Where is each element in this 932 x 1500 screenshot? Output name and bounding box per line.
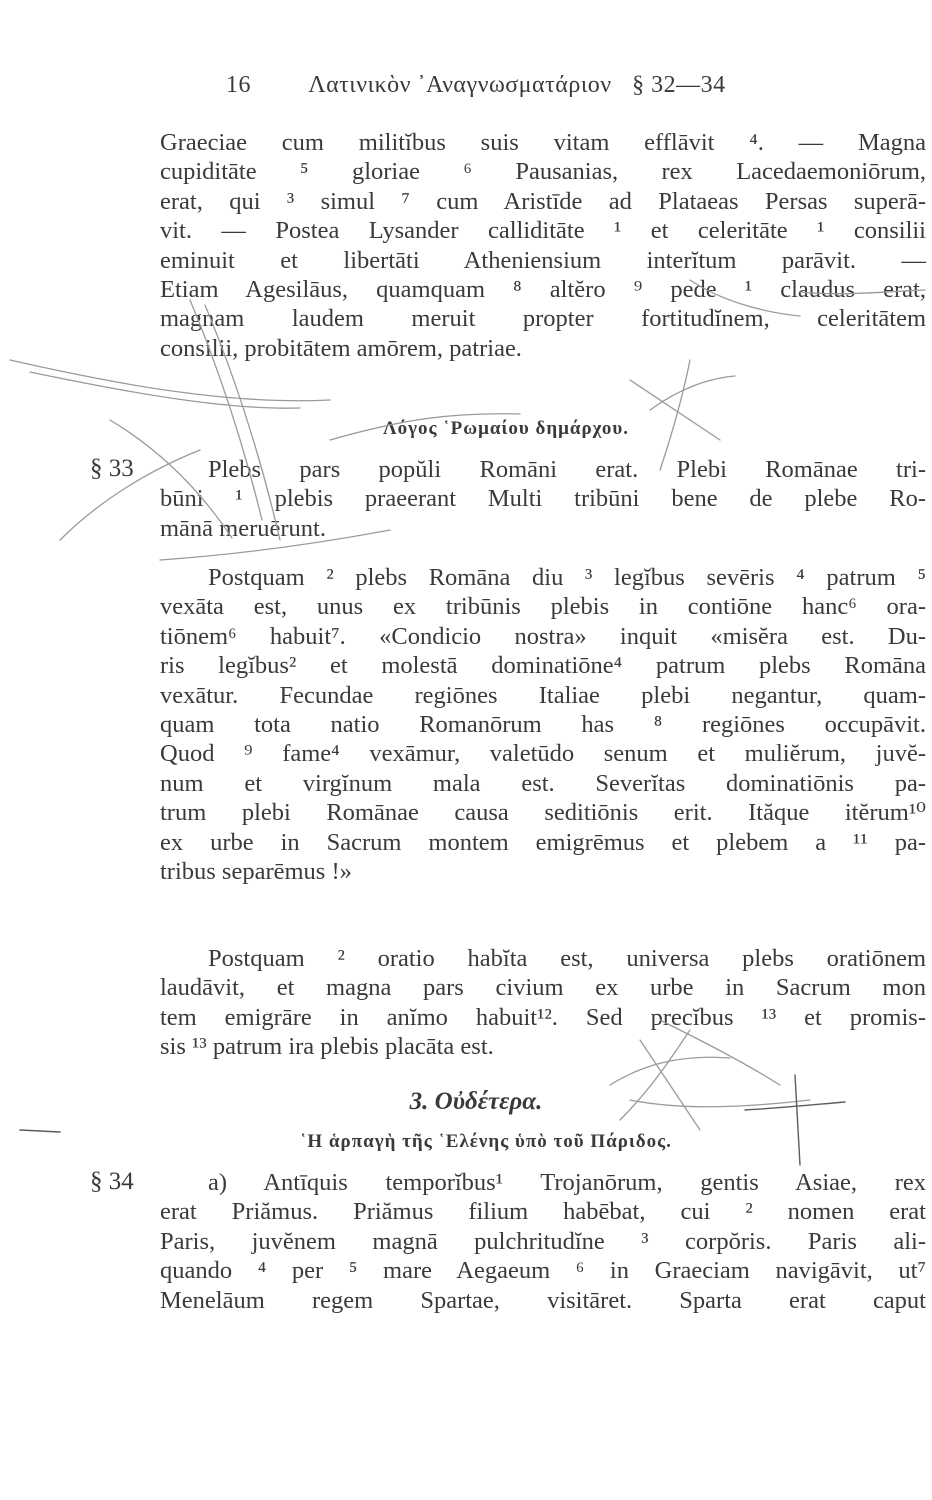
pencil-stroke: [660, 1020, 780, 1085]
text-line: tiōnem⁶ habuit⁷. «Condicio nostra» inquit «misĕra est. Du-: [160, 622, 926, 650]
text-line: cupiditāte ⁵ gloriae ⁶ Pausanias, rex Lacedaemoniōrum,: [160, 158, 926, 186]
heading-abduction-helen: ῾Η ἁρπαγὴ τῆς ῾Ελένης ὑπὸ τοῦ Πάριδος.: [300, 1131, 672, 1152]
text-line: quando ⁴ per ⁵ mare Aegaeum ⁶ in Graeciam navigāvit, ut⁷: [160, 1257, 926, 1285]
pencil-stroke: [205, 305, 280, 540]
text-line: ris legĭbus² et molestā dominatiōne⁴ patrum plebs Romāna: [160, 652, 926, 680]
text-line: quam tota natio Romanōrum has ⁸ regiōnes occupāvit.: [160, 711, 926, 739]
text-line: Etiam Agesilāus, quamquam ⁸ altĕro ⁹ pede ¹ claudus erat,: [160, 276, 926, 304]
text-line: trum plebi Romānae causa seditiōnis erit. Ităque itĕrum¹⁰: [160, 799, 926, 827]
text-line: Paris, juvĕnem magnā pulchritudĭne ³ corpŏris. Paris ali-: [160, 1227, 926, 1255]
pencil-stroke: [20, 1130, 60, 1132]
pencil-stroke: [160, 530, 390, 560]
text-line: Quod ⁹ fame⁴ vexāmur, valetūdo senum et muliĕrum, juvĕ-: [160, 740, 926, 768]
text-line: erat, qui ³ simul ⁷ cum Aristīde ad Plataeas Persas superā-: [160, 187, 926, 215]
text-line: Graeciae cum militĭbus suis vitam efflāvit ⁴. — Magna: [160, 129, 926, 156]
page-number: 16: [226, 72, 251, 98]
pencil-stroke: [795, 1075, 800, 1165]
text-line: sis ¹³ patrum ira plebis placāta est.: [160, 1033, 494, 1061]
text-line: vexāta est, unus ex tribūnis plebis in contiōne hanc⁶ ora-: [160, 593, 926, 621]
text-line: eminuit et libertāti Atheniensium interĭtum parāvit. —: [160, 246, 926, 274]
pencil-stroke: [610, 1057, 730, 1085]
pencil-stroke: [690, 280, 800, 316]
pencil-stroke: [10, 360, 330, 401]
text-line: Menelāum regem Spartae, visitāret. Sparta erat caput: [160, 1286, 926, 1314]
text-line: Postquam ² plebs Romāna diu ³ legĭbus sevēris ⁴ patrum ⁵: [208, 564, 926, 591]
text-line: erat Priămus. Priămus filium habēbat, cui ² nomen erat: [160, 1198, 926, 1226]
running-title: Λατινικὸν ᾿Αναγνωσματάριον: [308, 72, 612, 98]
text-line: Postquam ² oratio habĭta est, universa plebs oratiōnem: [208, 945, 926, 972]
pencil-stroke: [630, 1100, 810, 1107]
text-line: consilii, probitātem amōrem, patriae.: [160, 334, 522, 362]
text-line: laudāvit, et magna pars civium ex urbe in Sacrum mon: [160, 974, 926, 1002]
pencil-stroke: [660, 360, 690, 470]
section-marker-33: § 33: [90, 455, 134, 482]
text-line: būni ¹ plebis praeerant Multi tribūni bene de plebe Ro-: [160, 485, 926, 513]
section-marker-34: § 34: [90, 1168, 134, 1195]
text-line: num et virgĭnum mala est. Severĭtas dominatiōnis pa-: [160, 769, 926, 797]
text-line: a) Antīquis temporĭbus¹ Trojanōrum, gentis Asiae, rex: [208, 1169, 926, 1196]
text-line: mānā meruērunt.: [160, 514, 326, 542]
pencil-stroke: [110, 420, 232, 538]
pencil-stroke: [630, 380, 720, 440]
text-line: Plebs pars popŭli Romāni erat. Plebi Romānae tri-: [208, 456, 926, 483]
pencil-stroke: [330, 414, 520, 440]
text-line: vit. — Postea Lysander calliditāte ¹ et celeritāte ¹ consilii: [160, 217, 926, 245]
heading-neuter: 3. Οὐδέτερα.: [409, 1088, 543, 1115]
pencil-stroke: [620, 1030, 690, 1120]
pencil-stroke: [650, 376, 735, 410]
pencil-stroke: [190, 300, 262, 520]
text-line: ex urbe in Sacrum montem emigrēmus et plebem a ¹¹ pa-: [160, 828, 926, 856]
text-line: tem emigrāre in anĭmo habuit¹². Sed precĭbus ¹³ et promis-: [160, 1003, 926, 1031]
text-line: magnam laudem meruit propter fortitudĭnem, celeritātem: [160, 305, 926, 333]
pencil-stroke: [60, 450, 200, 540]
pencil-stroke: [640, 1040, 700, 1130]
heading-speech-tribune: Λόγος ῾Ρωμαίου δημάρχου.: [382, 418, 629, 439]
pencil-stroke: [745, 1102, 845, 1110]
text-line: tribus separēmus !»: [160, 858, 352, 886]
text-line: vexātur. Fecundae regiōnes Italiae plebi negantur, quam-: [160, 681, 926, 709]
section-range: § 32—34: [632, 72, 726, 98]
pencil-stroke: [800, 290, 925, 294]
